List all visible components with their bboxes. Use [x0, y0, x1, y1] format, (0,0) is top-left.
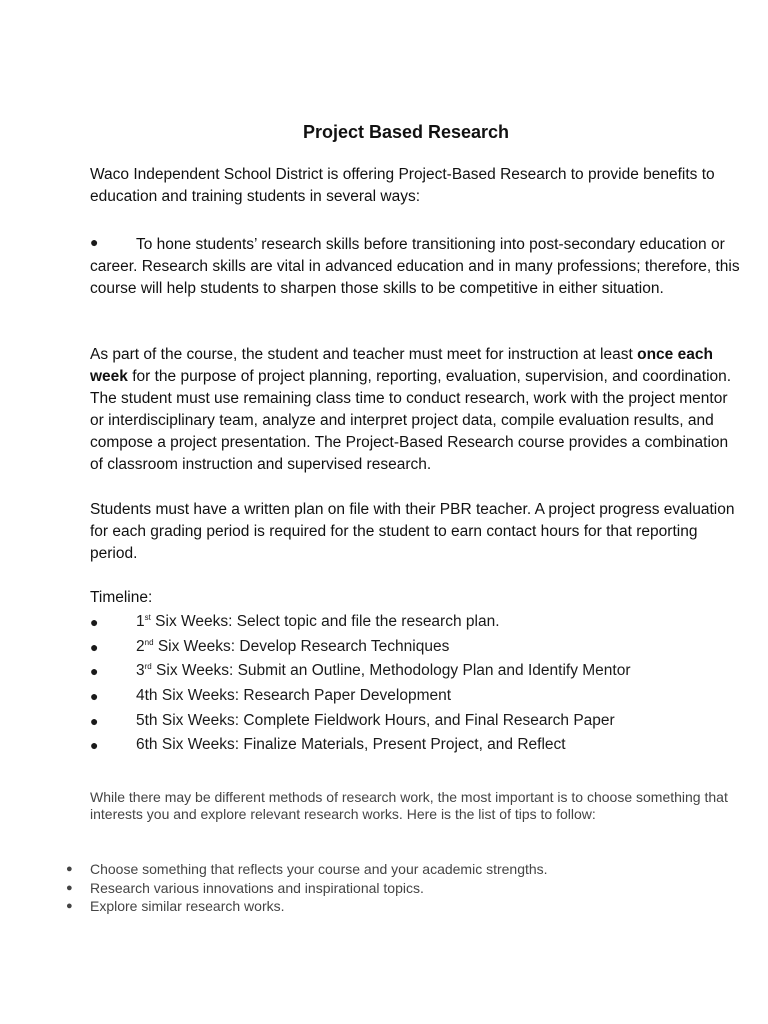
timeline-item: [90, 685, 740, 710]
bullet-icon: ●: [90, 234, 99, 250]
tip-text: Explore similar research works.: [90, 898, 285, 914]
meeting-paragraph: [90, 344, 740, 476]
bullet-icon: ●: [90, 737, 99, 754]
bullet-paragraph: To hone students’ research skills before transitioning into post-secondary education or career. Research skills are vital in advanced education and in many professions; therefore, this course will help students to sharpen those skills to be competitive in either situation.: [90, 236, 740, 297]
bullet-icon: ●: [90, 663, 99, 680]
tip-text: Research various innovations and inspirational topics.: [90, 879, 424, 896]
timeline-item: [90, 710, 740, 735]
timeline-item-text: 2nd Six Weeks: Develop Research Techniques: [136, 637, 450, 655]
timeline-label: Timeline:: [90, 589, 153, 606]
plan-paragraph: Students must have a written plan on file with their PBR teacher. A project progress evaluation for each grading period is required for the student to earn contact hours for that reporting period.: [90, 501, 735, 562]
bullet-icon: ●: [90, 712, 99, 729]
bullet-icon: ●: [66, 900, 73, 912]
bullet-icon: ●: [66, 881, 73, 894]
timeline-item-text: 6th Six Weeks: Finalize Materials, Present Project, and Reflect: [136, 736, 566, 754]
tips-intro: While there may be different methods of research work, the most important is to choose something that interests you and explore relevant research works. Here is the list of tips to follow:: [90, 789, 728, 822]
timeline-item-text: 3rd Six Weeks: Submit an Outline, Methodology Plan and Identify Mentor: [136, 662, 631, 680]
timeline-item-text: 4th Six Weeks: Research Paper Development: [136, 687, 452, 705]
timeline-item: [90, 611, 740, 636]
intro-paragraph: Waco Independent School District is offering Project-Based Research to provide benefits to education and training students in several ways:: [90, 166, 715, 205]
bullet-icon: ●: [90, 638, 99, 655]
page-title: Project Based Research: [302, 122, 510, 142]
bullet-icon: ●: [90, 614, 99, 630]
timeline-item-text: 5th Six Weeks: Complete Fieldwork Hours, and Final Research Paper: [136, 711, 615, 729]
bullet-icon: ●: [66, 863, 73, 875]
timeline-list: [90, 611, 740, 759]
timeline-item-text: 1st Six Weeks: Select topic and file the research plan.: [136, 612, 500, 630]
timeline-item: [90, 660, 740, 685]
timeline-item: [90, 636, 740, 661]
bullet-icon: ●: [90, 688, 99, 705]
meeting-text-after: for the purpose of project planning, reporting, evaluation, supervision, and coordination. The student must use remaining class time to conduct research, work with the project mentor or interdisciplinary team, analyze and interpret project data, compile evaluation results, and compose a project presentation. The Project-Based Research course provides a combination of classroom instruction and supervised research.: [90, 368, 732, 473]
timeline-item: [90, 734, 740, 759]
tip-text: Choose something that reflects your course and your academic strengths.: [90, 861, 548, 877]
meeting-text-before: As part of the course, the student and teacher must meet for instruction at least: [90, 346, 638, 363]
meeting-emphasis: once each week: [90, 346, 713, 385]
